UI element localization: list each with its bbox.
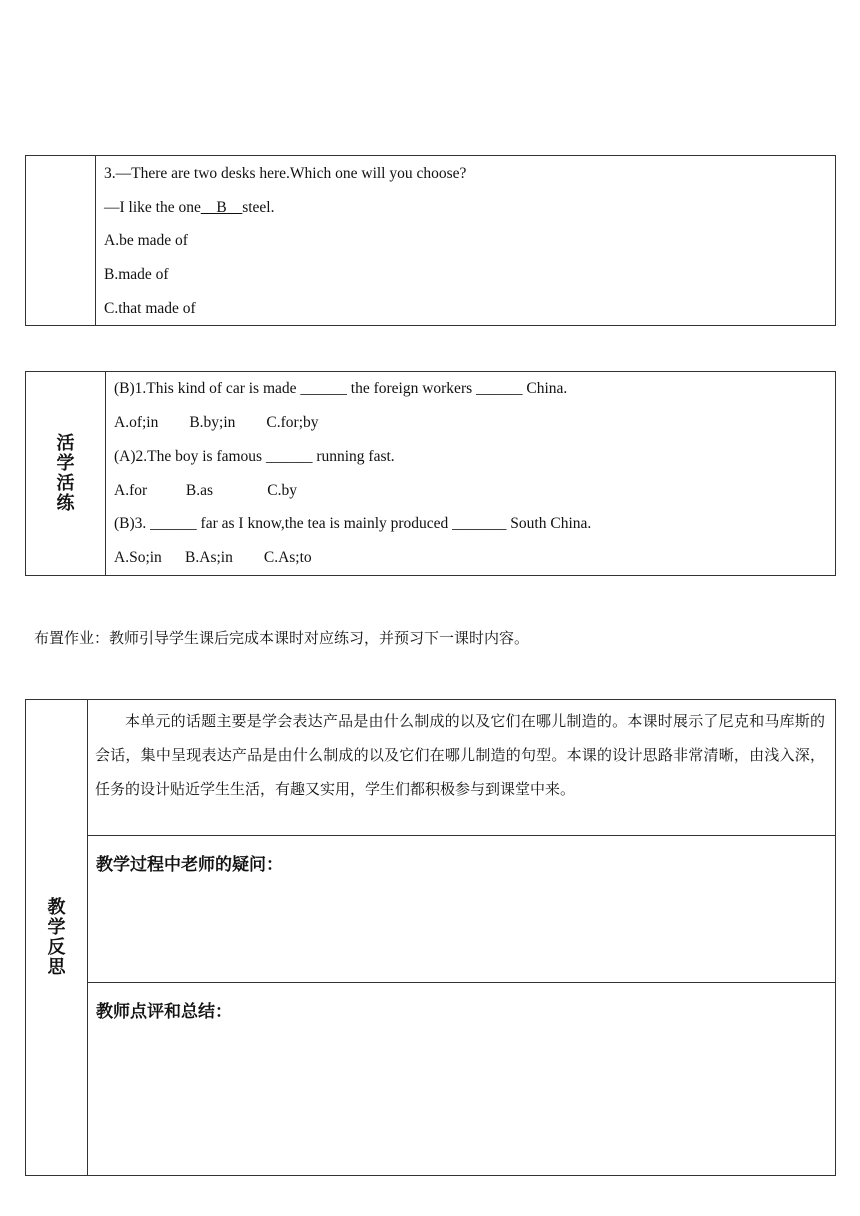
teacher-questions-title: 教学过程中老师的疑问： (96, 855, 283, 875)
practice-label-cell (26, 372, 106, 575)
practice-q3-options: A.So;in B.As;in C.As;to (114, 549, 312, 566)
practice-label: 活 学 活 练 (56, 432, 75, 514)
question3-stem: 3.—There are two desks here.Which one will you choose? (104, 165, 467, 182)
question3-option-b: B.made of (104, 266, 169, 283)
question3-option-a: A.be made of (104, 232, 188, 249)
reflection-content (88, 700, 835, 1175)
reflection-paragraph: 本单元的话题主要是学会表达产品是由什么制成的以及它们在哪儿制造的。本课时展示了尼克和马库斯的会话，集中呈现表达产品是由什么制成的以及它们在哪儿制造的句型。本课的设计思路非常清晰，由浅入深，任务的设计贴近学生生活，有趣又实用，学生们都积极参与到课堂中来。 (95, 712, 825, 798)
homework-text: 布置作业：教师引导学生课后完成本课时对应练习，并预习下一课时内容。 (34, 629, 530, 647)
practice-table (25, 371, 836, 576)
teacher-summary-title: 教师点评和总结： (96, 1002, 232, 1022)
reflection-table (25, 699, 836, 1176)
practice-q3: (B)3. ______ far as I know,the tea is mainly produced _______ South China. (114, 515, 592, 532)
teacher-summary-cell (88, 983, 835, 1175)
answer-prefix: —I like the one (104, 199, 201, 216)
practice-q1: (B)1.This kind of car is made ______ the foreign workers ______ China. (114, 380, 568, 397)
practice-q1-options: A.of;in B.by;in C.for;by (114, 414, 319, 431)
question3-answer-line (104, 199, 274, 217)
question3-option-c: C.that made of (104, 300, 196, 317)
reflection-paragraph-cell (88, 700, 835, 836)
answer-blank: __B__ (200, 199, 243, 216)
practice-q2: (A)2.The boy is famous ______ running fast. (114, 448, 395, 465)
question3-side-cell (26, 156, 96, 325)
question3-table (25, 155, 836, 326)
question3-content (96, 156, 835, 325)
answer-suffix: steel. (242, 199, 275, 216)
reflection-label: 教 学 反 思 (47, 896, 66, 978)
reflection-label-cell (26, 700, 88, 1175)
practice-content (106, 372, 835, 575)
practice-q2-options: A.for B.as C.by (114, 482, 297, 499)
teacher-questions-cell (88, 836, 835, 983)
